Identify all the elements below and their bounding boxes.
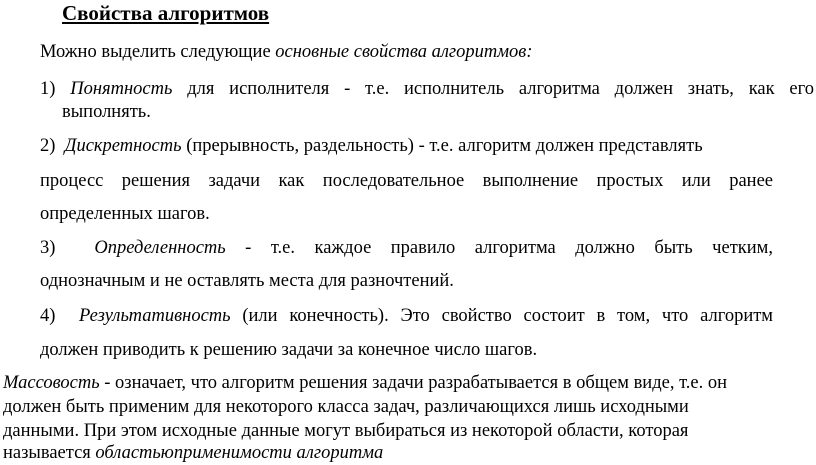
item-1-number: 1): [40, 79, 56, 99]
item-3-line-1: [40, 237, 773, 259]
item-4-line-1: [40, 305, 773, 327]
item-2-number: 2): [40, 136, 56, 156]
item-3-number: 3): [40, 238, 56, 258]
item-1-text: для исполнителя - т.е. исполнитель алгоритма должен знать, как его: [172, 79, 814, 99]
item-2-line-1: [40, 135, 703, 157]
intro-line: [40, 41, 532, 63]
item-4-text: (или конечность). Это свойство состоит в том, что алгоритм: [230, 306, 774, 326]
item-4-term: Результативность: [79, 306, 231, 326]
intro-emphasis: основные свойства алгоритмов:: [275, 42, 533, 62]
item-3-line-2: однозначным и не оставлять места для разночтений.: [40, 271, 454, 291]
item-2-line-2: процесс решения задачи как последовательное выполнение простых или ранее: [40, 171, 773, 191]
mass-line-2: должен быть применим для некоторого класса задач, различающихся лишь исходными: [3, 397, 689, 417]
item-2-line-3: определенных шагов.: [40, 204, 210, 224]
mass-text-4: называется: [3, 443, 96, 463]
mass-line-3: данными. При этом исходные данные могут выбираться из некоторой области, которая: [3, 421, 689, 441]
mass-term: Массовость: [3, 373, 100, 393]
intro-text: Можно выделить следующие: [40, 42, 276, 62]
item-3-text: - т.е. каждое правило алгоритма должно быть четким,: [225, 238, 773, 258]
mass-emphasis: областьюприменимости алгоритма: [95, 443, 384, 463]
page-title: Свойства алгоритмов: [62, 1, 270, 25]
item-3-term: Определенность: [94, 238, 226, 258]
item-1-line-2: выполнять.: [62, 102, 151, 122]
mass-text-1: - означает, что алгоритм решения задачи разрабатывается в общем виде, т.е. он: [99, 373, 728, 393]
mass-line-1: [3, 372, 727, 394]
item-2-term: Дискретность: [64, 136, 182, 156]
item-2-text: (прерывность, раздельность) - т.е. алгоритм должен представлять: [181, 136, 703, 156]
mass-line-4: [3, 442, 383, 464]
item-4-number: 4): [40, 306, 56, 326]
item-1-term: Понятность: [70, 79, 173, 99]
item-4-line-2: должен приводить к решению задачи за конечное число шагов.: [40, 340, 538, 360]
item-1-line-1: [40, 78, 814, 100]
